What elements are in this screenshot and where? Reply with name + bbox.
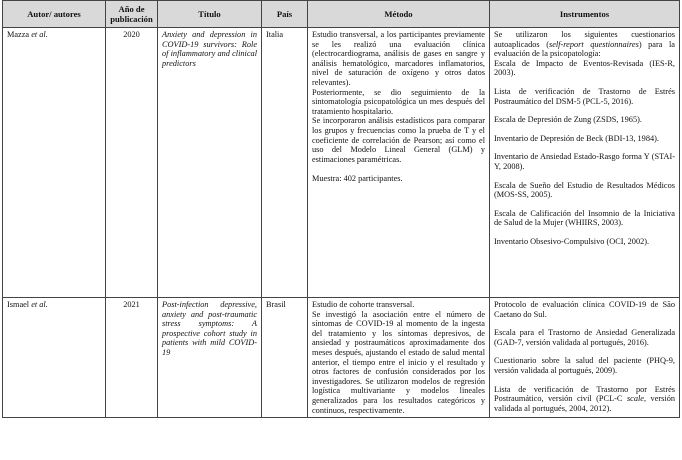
header-instruments: Instrumentos (490, 1, 680, 28)
cell-method (308, 298, 490, 418)
header-author: Autor/ autores (3, 1, 106, 28)
cell-title: Post-infection depressive, anxiety and post-traumatic stress symptoms: A prospective cohort study in patients with mild COVID-19 (158, 298, 262, 418)
instrument-item: Inventario Obsesivo-Compulsivo (OCI, 2002). (494, 236, 650, 246)
cell-author: Mazza et al. (3, 28, 106, 298)
instrument-item: Escala de Calificación del Insomnio de la Iniciativa de Salud de la Mujer (WHIIRS, 2003). (494, 208, 675, 228)
instrument-item: Escala de Depresión de Zung (ZSDS, 1965). (494, 115, 642, 125)
cell-instruments (490, 298, 680, 418)
instrument-item: Protocolo de evaluación clínica COVID-19 de São Caetano do Sul. (494, 300, 675, 319)
instrument-item: Cuestionario sobre la salud del paciente (PHQ-9, versión validada al portugués, 2009). (494, 356, 675, 375)
cell-author: Ismael et al. (3, 298, 106, 418)
method-paragraph: Posteriormente, se dio seguimiento de la sintomatología psicopatológica un mes después del tratamiento hospitalario. (312, 87, 485, 116)
instrument-item: Escala de Impacto de Eventos-Revisada (IES-R, 2003). (494, 58, 675, 78)
cell-country: Brasil (262, 298, 308, 418)
instrument-item: Inventario de Ansiedad Estado-Rasgo forma Y (STAI-Y, 2008). (494, 152, 675, 171)
method-paragraph: Estudio de cohorte transversal. (312, 300, 415, 309)
table-header-row (3, 1, 680, 28)
table-row (3, 298, 680, 418)
method-paragraph: Se investigó la asociación entre el número de síntomas de COVID-19 al momento de la ingesta del tratamiento y los síntomas depresivos, de ansiedad y postraumáticos aproximadamente dos meses después, ajustando el estado de salud mental anterior, el tiempo entre el inicio y el resultado y otros factores de confusión considerados por los investigadores. Se utilizaron modelos de regresión logística multivariante y modelos lineales generalizados para los resultados categóricos y continuos, respectivamente. (312, 309, 485, 415)
instruments-intro: Se utilizaron los siguientes cuestionarios autoaplicados (self-report questionnaires) para la evaluación de la psicopatología: (494, 30, 675, 59)
instrument-item: Escala para el Trastorno de Ansiedad Generalizada (GAD-7, versión validada al portugués, 2016). (494, 328, 675, 347)
studies-table (2, 0, 680, 418)
cell-method (308, 28, 490, 298)
instrument-item: Inventario de Depresión de Beck (BDI-13, 1984). (494, 133, 659, 143)
instrument-item: Lista de verificación de Trastorno por Estrés Postraumático, versión civil (PCL-C scale, versión validada al portugués, 2004, 2012). (494, 384, 675, 413)
method-paragraph: Se incorporaron análisis estadísticos para comparar los grupos y frecuencias como la prueba de T y el coeficiente de correlación de Pearson; así como el uso del Modelo Lineal General (GLM) y estimaciones paramétricas. (312, 116, 485, 164)
cell-instruments (490, 28, 680, 298)
header-method: Método (308, 1, 490, 28)
method-paragraph: Estudio transversal, a los participantes previamente se les realizó una evaluación clínica (electrocardiograma, análisis de gases en sangre y análisis hematológico, marcadores inflamatorios, nivel de saturación de oxígeno y otros datos relevantes). (312, 30, 485, 87)
header-country: País (262, 1, 308, 28)
cell-title: Anxiety and depression in COVID-19 survivors: Role of inflammatory and clinical predictors (158, 28, 262, 298)
cell-year: 2021 (106, 298, 158, 418)
instrument-item: Escala de Sueño del Estudio de Resultados Médicos (MOS-SS, 2005). (494, 180, 675, 200)
table-row (3, 28, 680, 298)
method-sample: Muestra: 402 participantes. (312, 174, 403, 184)
cell-year: 2020 (106, 28, 158, 298)
cell-country: Italia (262, 28, 308, 298)
instrument-item: Lista de verificación de Trastorno de Estrés Postraumático del DSM-5 (PCL-5, 2016). (494, 86, 675, 106)
header-title: Título (158, 1, 262, 28)
header-year: Año de publicación (106, 1, 158, 28)
